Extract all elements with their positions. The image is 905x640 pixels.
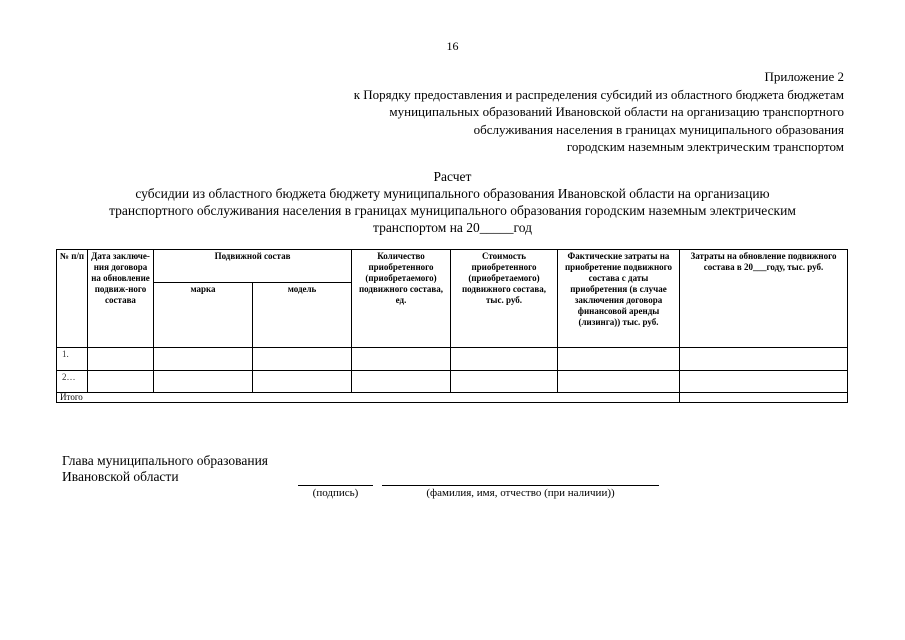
calculation-title: Расчет <box>433 169 472 184</box>
table-cell <box>558 371 680 393</box>
header-num: № п/п <box>57 250 88 348</box>
table-cell <box>352 348 451 371</box>
total-row <box>57 393 848 403</box>
header-rolling-stock: Подвижной состав <box>154 250 352 283</box>
header-model: модель <box>253 283 352 348</box>
subsidy-table <box>56 249 848 403</box>
table-row <box>57 371 848 393</box>
table-cell <box>451 371 558 393</box>
appendix-line: городским наземным электрическим транспортом <box>566 139 844 154</box>
appendix-line: муниципальных образований Ивановской области на организацию транспортного <box>389 104 844 119</box>
table-cell <box>451 348 558 371</box>
signature-caption: (подпись) <box>312 487 359 499</box>
table-cell <box>154 371 253 393</box>
table-cell <box>680 393 848 403</box>
calculation-heading <box>0 168 905 236</box>
calculation-line: субсидии из областного бюджета бюджету муниципального образования Ивановской области на организацию <box>135 186 770 201</box>
header-brand: марка <box>154 283 253 348</box>
signatory-region: Ивановской области <box>62 469 179 484</box>
header-quantity: Количество приобретенного (приобретаемого) подвижного состава, ед. <box>352 250 451 348</box>
signature-line <box>298 485 373 486</box>
table-row <box>57 348 848 371</box>
name-line <box>382 485 659 486</box>
appendix-line: к Порядку предоставления и распределения субсидий из областного бюджета бюджетам <box>353 86 844 102</box>
table-cell <box>558 348 680 371</box>
name-caption: (фамилия, имя, отчество (при наличии)) <box>426 487 615 499</box>
appendix-title: Приложение 2 <box>764 69 844 84</box>
header-update-costs: Затраты на обновление подвижного состава в 20___году, тыс. руб. <box>680 250 848 348</box>
row-num: 2… <box>57 371 88 393</box>
header-cost: Стоимость приобретенного (приобретаемого) подвижного состава, тыс. руб. <box>451 250 558 348</box>
appendix-line: обслуживания населения в границах муниципального образования <box>473 121 844 137</box>
table-cell <box>88 348 154 371</box>
table-cell <box>88 371 154 393</box>
calculation-line: транспортного обслуживания населения в границах муниципального образования городским наземным электрическим <box>109 203 796 218</box>
appendix-header <box>354 68 844 156</box>
table-cell <box>680 371 848 393</box>
header-date: Дата заключе-ния договора на обновление подвиж-ного состава <box>88 250 154 348</box>
table-cell <box>352 371 451 393</box>
row-num: 1. <box>57 348 88 371</box>
table-cell <box>154 348 253 371</box>
page-number: 16 <box>446 39 459 53</box>
header-actual-costs: Фактические затраты на приобретение подвижного состава с даты приобретения (в случае заключения договора финансовой аренды (лизинга)) тыс. руб. <box>558 250 680 348</box>
table-cell <box>253 371 352 393</box>
table-cell <box>253 348 352 371</box>
calculation-line: транспортом на 20_____год <box>373 220 532 235</box>
signatory-title: Глава муниципального образования <box>62 453 269 468</box>
total-label: Итого <box>57 393 680 403</box>
table-cell <box>680 348 848 371</box>
